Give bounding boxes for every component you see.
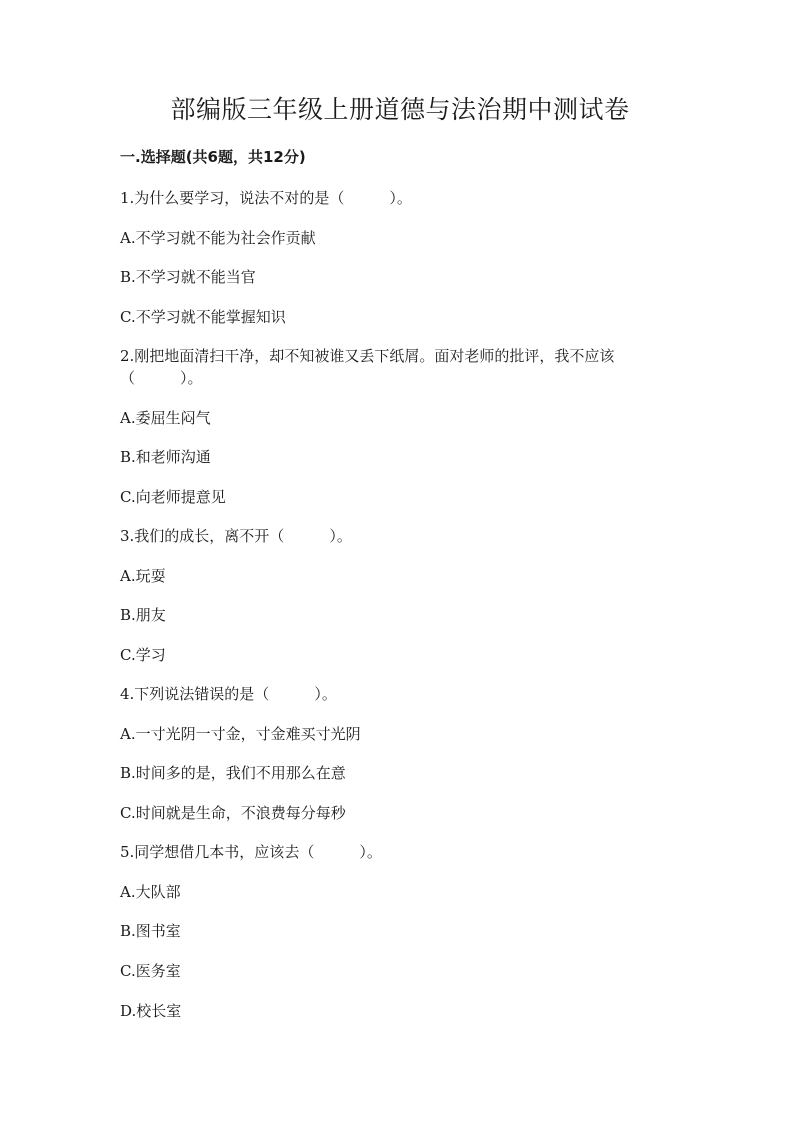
question-1-stem: 1.为什么要学习，说法不对的是（ ）。 bbox=[120, 189, 412, 207]
section-heading: 一.选择题(共6题，共12分) bbox=[120, 148, 306, 166]
question-5-option-b: B.图书室 bbox=[120, 922, 181, 940]
question-1-option-b: B.不学习就不能当官 bbox=[120, 268, 256, 286]
question-2-option-b: B.和老师沟通 bbox=[120, 448, 211, 466]
question-2-stem: 2.刚把地面清扫干净，却不知被谁又丢下纸屑。面对老师的批评，我不应该 bbox=[120, 347, 615, 365]
question-5-option-c: C.医务室 bbox=[120, 962, 181, 980]
question-4-option-a: A.一寸光阴一寸金，寸金难买寸光阴 bbox=[120, 725, 361, 743]
question-2-option-a: A.委屈生闷气 bbox=[120, 409, 211, 427]
question-3-option-a: A.玩耍 bbox=[120, 567, 166, 585]
question-5-stem: 5.同学想借几本书，应该去（ ）。 bbox=[120, 843, 382, 861]
question-4-option-b: B.时间多的是，我们不用那么在意 bbox=[120, 764, 346, 782]
question-4-option-c: C.时间就是生命，不浪费每分每秒 bbox=[120, 804, 346, 822]
question-4-stem: 4.下列说法错误的是（ ）。 bbox=[120, 685, 337, 703]
question-2-option-c: C.向老师提意见 bbox=[120, 488, 226, 506]
question-5-option-d: D.校长室 bbox=[120, 1002, 182, 1020]
page-title: 部编版三年级上册道德与法治期中测试卷 bbox=[170, 95, 630, 124]
question-1-option-a: A.不学习就不能为社会作贡献 bbox=[120, 229, 316, 247]
question-3-option-b: B.朋友 bbox=[120, 606, 166, 624]
question-3-option-c: C.学习 bbox=[120, 646, 166, 664]
question-1-option-c: C.不学习就不能掌握知识 bbox=[120, 308, 286, 326]
question-2-stem-cont: （ ）。 bbox=[120, 369, 203, 387]
question-3-stem: 3.我们的成长，离不开（ ）。 bbox=[120, 527, 352, 545]
question-5-option-a: A.大队部 bbox=[120, 883, 181, 901]
